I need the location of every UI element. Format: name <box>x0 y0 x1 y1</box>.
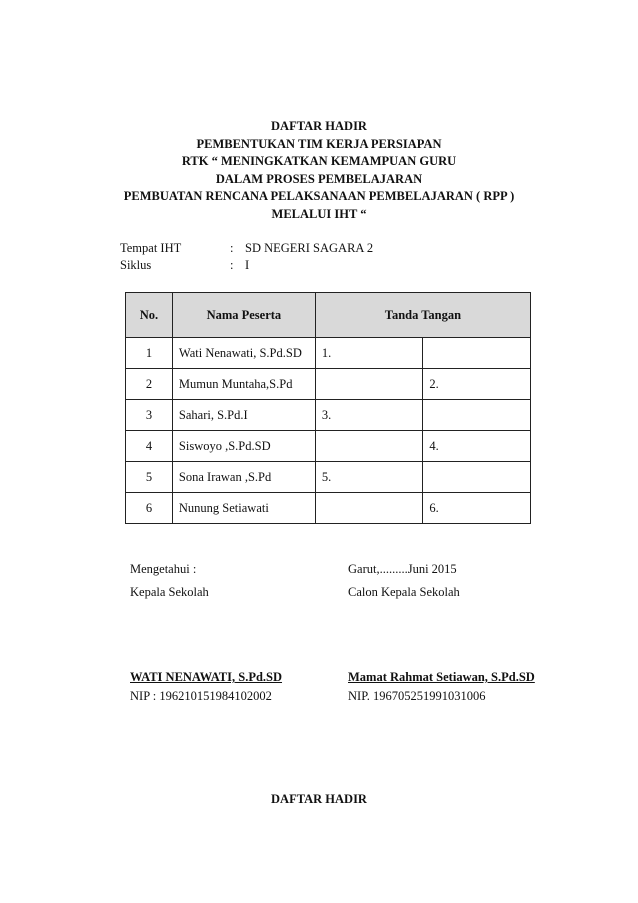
header-name: Nama Peserta <box>172 293 315 338</box>
title-line-3: RTK “ MENINGKATKAN KEMAMPUAN GURU <box>181 154 457 168</box>
title-line-2: PEMBENTUKAN TIM KERJA PERSIAPAN <box>196 136 442 151</box>
signature-left <box>315 431 423 462</box>
row-number: 6 <box>126 493 173 524</box>
table-row <box>126 462 531 493</box>
acknowledge-label: Mengetahui : <box>130 562 197 576</box>
title-line-1: DAFTAR HADIR <box>271 119 367 133</box>
cycle-value: I <box>245 258 250 272</box>
participant-name: Sona Irawan ,S.Pd <box>172 462 315 493</box>
candidate-nip: NIP. 196705251991031006 <box>348 689 486 703</box>
table-header-row <box>126 293 531 338</box>
cycle-separator: : <box>230 258 234 272</box>
table-row <box>126 369 531 400</box>
date-place: Garut,.........Juni 2015 <box>348 562 457 576</box>
participant-name: Siswoyo ,S.Pd.SD <box>172 431 315 462</box>
signature-right: 6. <box>423 493 531 524</box>
row-number: 2 <box>126 369 173 400</box>
table-row <box>126 338 531 369</box>
row-number: 3 <box>126 400 173 431</box>
row-number: 1 <box>126 338 173 369</box>
headmaster-role: Kepala Sekolah <box>130 585 209 599</box>
signature-left: 1. <box>315 338 423 369</box>
row-number: 4 <box>126 431 173 462</box>
headmaster-nip: NIP : 196210151984102002 <box>130 689 272 703</box>
signature-left <box>315 493 423 524</box>
place-separator: : <box>230 241 234 255</box>
title-line-5: PEMBUATAN RENCANA PELAKSANAAN PEMBELAJARAN ( RPP ) <box>123 189 515 203</box>
signature-left: 3. <box>315 400 423 431</box>
signature-left <box>315 369 423 400</box>
attendance-table <box>125 292 531 524</box>
title-line-4: DALAM PROSES PEMBELAJARAN <box>215 171 423 186</box>
document-title-block <box>0 118 638 223</box>
signature-right <box>423 462 531 493</box>
candidate-name: Mamat Rahmat Setiawan, S.Pd.SD <box>348 670 535 684</box>
table-row <box>126 431 531 462</box>
row-number: 5 <box>126 462 173 493</box>
next-page-title: DAFTAR HADIR <box>271 792 367 806</box>
participant-name: Mumun Muntaha,S.Pd <box>172 369 315 400</box>
headmaster-name: WATI NENAWATI, S.Pd.SD <box>130 670 283 684</box>
participant-name: Nunung Setiawati <box>172 493 315 524</box>
table-row <box>126 493 531 524</box>
signature-right: 4. <box>423 431 531 462</box>
participant-name: Wati Nenawati, S.Pd.SD <box>172 338 315 369</box>
header-no: No. <box>126 293 173 338</box>
header-signature: Tanda Tangan <box>315 293 530 338</box>
signature-right <box>423 338 531 369</box>
cycle-label: Siklus <box>120 258 152 272</box>
title-line-6: MELALUI IHT “ <box>271 206 367 221</box>
signature-right <box>423 400 531 431</box>
candidate-role: Calon Kepala Sekolah <box>348 585 460 599</box>
signature-left: 5. <box>315 462 423 493</box>
signature-right: 2. <box>423 369 531 400</box>
place-label: Tempat IHT <box>120 241 182 255</box>
place-value: SD NEGERI SAGARA 2 <box>245 241 374 255</box>
participant-name: Sahari, S.Pd.I <box>172 400 315 431</box>
table-row <box>126 400 531 431</box>
